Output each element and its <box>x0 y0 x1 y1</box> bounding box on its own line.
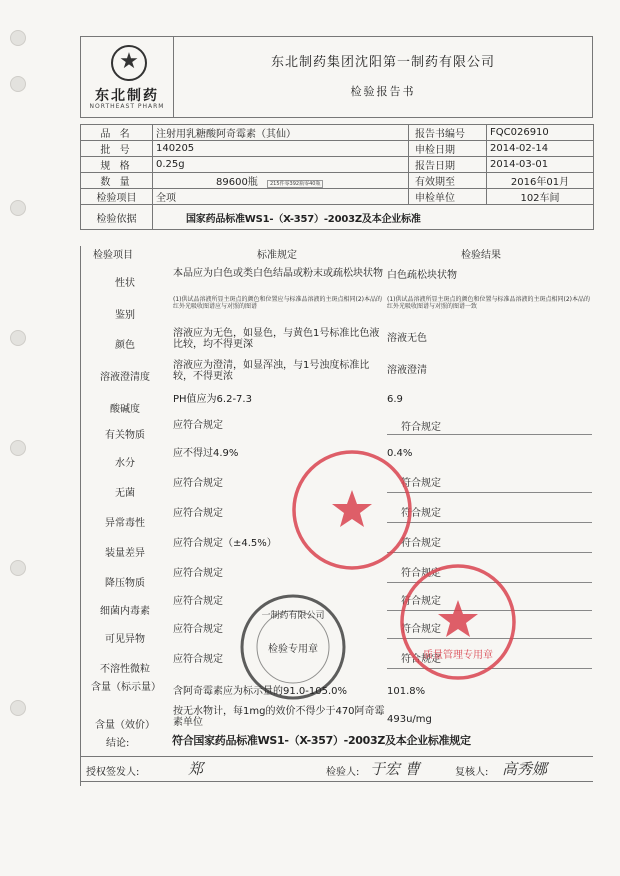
black-seal-center-text: 检验专用章 <box>268 644 318 655</box>
conclusion-text: 符合国家药品标准WS1-（X-357）-2003Z及本企业标准规定 <box>172 734 471 747</box>
logo-chinese-name: 东北制药 <box>95 88 159 104</box>
report-number-label: 报告书编号 <box>409 125 487 141</box>
conclusion-label: 结论: <box>106 738 130 749</box>
black-inspection-seal <box>238 592 348 702</box>
result-item: 酸碱度 <box>110 404 140 415</box>
authorizer-label: 授权签发人: <box>86 767 140 778</box>
black-seal-text: 一制药有限公司 <box>261 611 325 621</box>
result-item: 水分 <box>115 458 135 469</box>
punch-hole <box>10 200 26 216</box>
result-value: 白色疏松块状物 <box>387 270 457 281</box>
spec-label: 规 格 <box>81 157 153 173</box>
result-standard: PH值应为6.2-7.3 <box>173 394 252 405</box>
authorizer-signature: 郑 <box>188 760 204 778</box>
punch-hole <box>10 560 26 576</box>
result-value: 符合规定 <box>401 654 441 665</box>
unit-label: 申检单位 <box>409 189 487 205</box>
result-item: 有关物质 <box>105 430 145 441</box>
result-standard: 应不得过4.9% <box>173 448 239 459</box>
batch-label: 批 号 <box>81 141 153 157</box>
logo-english-name: NORTHEAST PHARM <box>89 103 165 110</box>
report-sheet <box>80 36 602 826</box>
result-item: 性状 <box>115 278 135 289</box>
punch-hole <box>10 700 26 716</box>
result-item: 降压物质 <box>105 578 145 589</box>
result-standard: 应符合规定 <box>173 478 223 489</box>
report-date-value: 2014-03-01 <box>487 157 594 173</box>
result-standard: (1)供试品溶液所显主斑点的颜色和位置应与标准品溶液的主斑点相同(2)本品的红外光吸收图谱应与对照的图谱 <box>173 296 382 310</box>
result-value: 符合规定 <box>401 538 441 549</box>
result-item: 装量差异 <box>105 548 145 559</box>
expiry-label: 有效期至 <box>409 173 487 189</box>
result-standard: 应符合规定 <box>173 508 223 519</box>
quantity-note: 215件零392瓶零40瓶 <box>267 180 323 188</box>
result-value: 101.8% <box>387 686 426 697</box>
result-standard: 溶液应为澄清，如显浑浊，与1号浊度标准比较，不得更浓 <box>173 360 370 382</box>
product-name-value: 注射用乳糖酸阿奇霉素（其仙） <box>153 125 409 141</box>
result-value: 符合规定 <box>401 508 441 519</box>
result-item: 含量（标示量） <box>91 682 161 693</box>
red-quality-seal <box>290 448 414 572</box>
reviewer-label: 复核人: <box>455 767 489 778</box>
result-value: 溶液澄清 <box>387 365 427 376</box>
result-standard: 含阿奇霉素应为标示量的91.0-105.0% <box>173 686 348 697</box>
expiry-value: 2016年01月 <box>487 173 594 189</box>
result-item: 可见异物 <box>105 634 145 645</box>
company-name: 东北制药集团沈阳第一制药有限公司 <box>270 55 495 70</box>
result-standard: 按无水物计，每1mg的效价不得少于470阿奇霉素单位 <box>173 706 385 728</box>
report-number-value: FQC026910 <box>487 125 594 141</box>
result-value: 符合规定 <box>401 596 441 607</box>
apply-date-value: 2014-02-14 <box>487 141 594 157</box>
result-standard: 应符合规定 <box>173 568 223 579</box>
result-value: 0.4% <box>387 448 413 459</box>
result-standard: 应符合规定 <box>173 624 223 635</box>
reviewer-signature: 高秀娜 <box>502 760 548 778</box>
report-date-label: 报告日期 <box>409 157 487 173</box>
result-standard: 应符合规定 <box>173 654 223 665</box>
result-value: 符合规定 <box>401 422 441 433</box>
product-info-table <box>80 124 594 230</box>
result-item: 细菌内毒素 <box>100 606 150 617</box>
document-title: 检验报告书 <box>350 85 416 98</box>
result-value: 溶液无色 <box>387 333 427 344</box>
signature-row <box>80 756 593 782</box>
result-value: 6.9 <box>387 394 403 405</box>
quantity-label: 数 量 <box>81 173 153 189</box>
col-header-standard: 标准规定 <box>257 250 297 261</box>
items-label: 检验项目 <box>81 189 153 205</box>
result-item: 无菌 <box>115 488 135 499</box>
result-value: (1)供试品溶液所显主斑点的颜色和位置与标准品溶液的主斑点相同(2)本品的红外光吸收图谱与对照的图谱一致 <box>387 296 590 310</box>
result-standard: 溶液应为无色，如显色，与黄色1号标准比色液比较，均不得更深 <box>173 328 380 350</box>
punch-hole <box>10 30 26 46</box>
result-item: 异常毒性 <box>105 518 145 529</box>
result-item: 颜色 <box>115 340 135 351</box>
col-header-item: 检验项目 <box>93 250 133 261</box>
col-header-result: 检验结果 <box>461 250 501 261</box>
inspector-label: 检验人: <box>326 767 360 778</box>
spec-value: 0.25g <box>153 157 409 173</box>
basis-value: 国家药品标准WS1-（X-357）-2003Z及本企业标准 <box>186 213 421 225</box>
basis-label: 检验依据 <box>81 205 153 230</box>
unit-value: 102车间 <box>487 189 594 205</box>
result-value: 符合规定 <box>401 624 441 635</box>
conclusion <box>80 730 593 752</box>
report-header <box>80 36 593 118</box>
punch-hole <box>10 440 26 456</box>
items-value: 全项 <box>153 189 409 205</box>
punch-hole <box>10 76 26 92</box>
result-value: 493u/mg <box>387 714 432 725</box>
basis-cell <box>153 205 594 230</box>
result-value: 符合规定 <box>401 568 441 579</box>
quantity-cell <box>153 173 409 189</box>
result-item: 溶液澄清度 <box>100 372 150 383</box>
red-quality-seal-2 <box>398 562 518 682</box>
star-icon: ★ <box>111 45 147 81</box>
red-seal-center-text: 质量管理专用章 <box>423 650 493 661</box>
result-standard: 应符合规定（±4.5%） <box>173 538 277 549</box>
apply-date-label: 申检日期 <box>409 141 487 157</box>
punch-hole <box>10 330 26 346</box>
result-standard: 应符合规定 <box>173 420 223 431</box>
batch-value: 140205 <box>153 141 409 157</box>
result-item: 不溶性微粒 <box>100 664 150 675</box>
product-name-label: 品 名 <box>81 125 153 141</box>
company-logo <box>81 37 174 117</box>
result-value: 符合规定 <box>401 478 441 489</box>
result-item: 鉴别 <box>115 310 135 321</box>
result-item: 含量（效价） <box>95 720 155 731</box>
quantity-value: 89600瓶 <box>216 177 258 188</box>
inspector-signature: 于宏 曹 <box>370 760 420 778</box>
result-standard: 应符合规定 <box>173 596 223 607</box>
result-standard: 本品应为白色或类白色结晶或粉末或疏松块状物 <box>173 268 383 279</box>
